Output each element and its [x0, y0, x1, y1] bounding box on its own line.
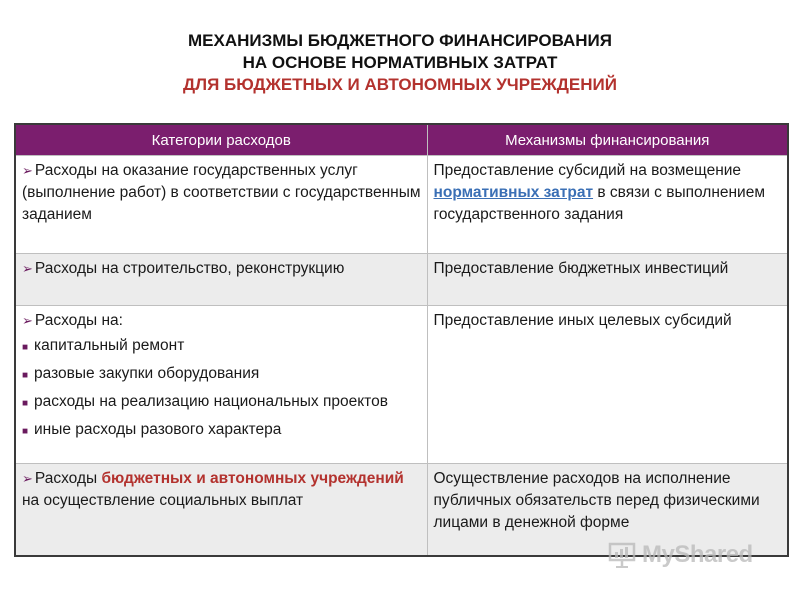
row1-category-cell — [15, 156, 427, 254]
row4-category-highlight: бюджетных и автономных учреждений — [101, 470, 404, 487]
row1-mechanism-cell — [427, 156, 788, 254]
watermark-text: MyShared — [642, 541, 753, 568]
arrow-bullet-icon: ➢ — [22, 471, 33, 486]
header-categories: Категории расходов — [15, 124, 427, 156]
list-item: ■ расходы на реализацию национальных проектов — [22, 391, 421, 415]
table-header-row — [15, 124, 788, 156]
slide-title — [0, 30, 800, 96]
arrow-bullet-icon: ➢ — [22, 261, 33, 276]
list-item: ■ капитальный ремонт — [22, 335, 421, 359]
title-line-1: МЕХАНИЗМЫ БЮДЖЕТНОГО ФИНАНСИРОВАНИЯ — [188, 31, 612, 50]
row1-mechanism-text-after: в связи с выполнением государственного задания — [433, 184, 765, 223]
row4-category-after: на осуществление социальных выплат — [22, 492, 304, 509]
square-bullet-icon: ■ — [22, 342, 29, 353]
myshared-logo-icon — [608, 542, 636, 568]
arrow-bullet-icon: ➢ — [22, 163, 33, 178]
row3-category: Расходы на: — [34, 312, 123, 329]
row2-category-cell — [15, 254, 427, 306]
myshared-watermark — [608, 540, 778, 570]
row3-category-cell — [15, 306, 427, 464]
header-mechanisms: Механизмы финансирования — [427, 124, 788, 156]
financing-table — [14, 123, 789, 557]
table-row — [15, 306, 788, 464]
title-line-3: ДЛЯ БЮДЖЕТНЫХ И АВТОНОМНЫХ УЧРЕЖДЕНИЙ — [183, 75, 617, 94]
list-item: ■ иные расходы разового характера — [22, 419, 421, 443]
square-bullet-icon: ■ — [22, 426, 29, 437]
row4-category-cell — [15, 464, 427, 556]
table-row — [15, 254, 788, 306]
list-item: ■ разовые закупки оборудования — [22, 363, 421, 387]
table-row — [15, 156, 788, 254]
row1-mechanism-text: Предоставление субсидий на возмещение — [433, 162, 742, 179]
row1-category: Расходы на оказание государственных услуг (выполнение работ) в соответствии с государственным заданием — [22, 162, 421, 223]
row4-category: Расходы — [34, 470, 102, 487]
row2-mechanism: Предоставление бюджетных инвестиций — [427, 254, 788, 306]
square-bullet-icon: ■ — [22, 370, 29, 381]
square-bullet-icon: ■ — [22, 398, 29, 409]
normative-costs-link[interactable]: нормативных затрат — [433, 184, 594, 201]
title-line-2: НА ОСНОВЕ НОРМАТИВНЫХ ЗАТРАТ — [242, 53, 558, 72]
row4-mechanism: Осуществление расходов на исполнение публичных обязательств перед физическими лицами в денежной форме — [427, 464, 788, 556]
arrow-bullet-icon: ➢ — [22, 313, 33, 328]
row3-mechanism: Предоставление иных целевых субсидий — [427, 306, 788, 464]
row2-category: Расходы на строительство, реконструкцию — [34, 260, 345, 277]
